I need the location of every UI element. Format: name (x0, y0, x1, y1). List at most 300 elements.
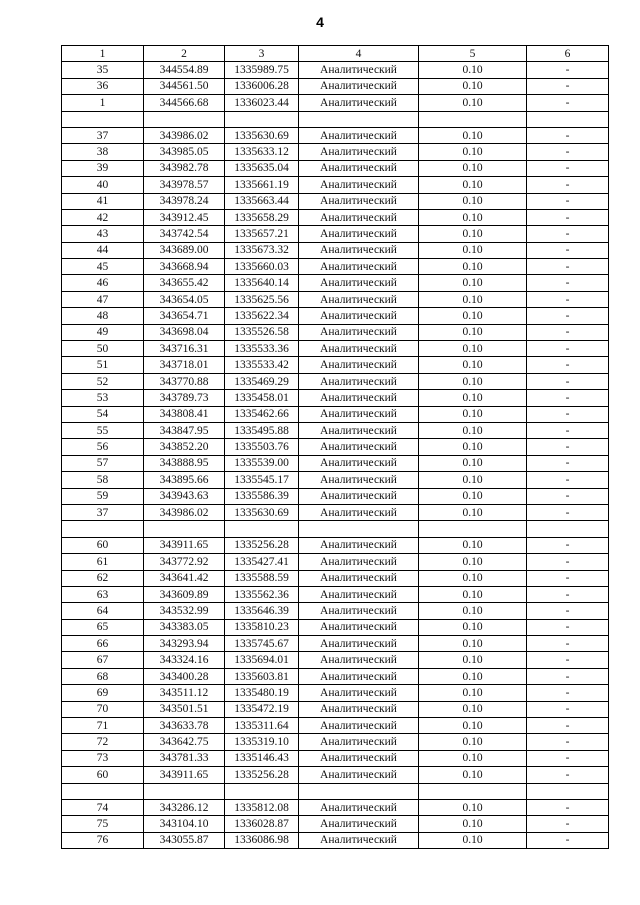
cell-coord-y: 1335462.66 (225, 406, 299, 422)
cell-note: - (527, 799, 609, 815)
cell-note: - (527, 718, 609, 734)
cell-accuracy: 0.10 (419, 308, 527, 324)
cell-note: - (527, 259, 609, 275)
cell-note: - (527, 586, 609, 602)
cell-coord-x: 344561.50 (144, 78, 225, 94)
cell-point-number: 52 (62, 373, 144, 389)
cell-coord-y: 1335256.28 (225, 767, 299, 783)
cell-coord-x: 343911.65 (144, 537, 225, 553)
cell-coord-y: 1335694.01 (225, 652, 299, 668)
cell-coord-x: 343286.12 (144, 799, 225, 815)
table-row (62, 177, 609, 193)
cell-coord-y: 1335630.69 (225, 504, 299, 520)
table-row (62, 652, 609, 668)
cell-coord-x: 343698.04 (144, 324, 225, 340)
cell-coord-y: 1335635.04 (225, 160, 299, 176)
cell-point-number: 42 (62, 209, 144, 225)
cell-coord-y: 1335989.75 (225, 62, 299, 78)
table-row (62, 718, 609, 734)
cell-point-number: 67 (62, 652, 144, 668)
cell-coord-x: 343718.01 (144, 357, 225, 373)
cell-coord-x: 343654.05 (144, 291, 225, 307)
cell-method: Аналитический (299, 226, 419, 242)
cell-point-number: 70 (62, 701, 144, 717)
cell-point-number: 47 (62, 291, 144, 307)
table-row (62, 291, 609, 307)
cell-point-number: 68 (62, 668, 144, 684)
cell-coord-y: 1335622.34 (225, 308, 299, 324)
table-row (62, 586, 609, 602)
cell-point-number: 60 (62, 537, 144, 553)
cell-coord-y: 1336006.28 (225, 78, 299, 94)
cell-accuracy: 0.10 (419, 734, 527, 750)
table-row (62, 619, 609, 635)
table-row (62, 259, 609, 275)
table-body (62, 62, 609, 849)
cell-point-number: 44 (62, 242, 144, 258)
table-row (62, 832, 609, 848)
cell-coord-x: 343985.05 (144, 144, 225, 160)
cell-point-number: 1 (62, 95, 144, 111)
cell-coord-y: 1335657.21 (225, 226, 299, 242)
cell-coord-x: 343689.00 (144, 242, 225, 258)
cell-coord-x (144, 783, 225, 799)
cell-coord-y: 1336028.87 (225, 816, 299, 832)
cell-coord-y: 1336023.44 (225, 95, 299, 111)
cell-accuracy: 0.10 (419, 95, 527, 111)
cell-coord-x: 343609.89 (144, 586, 225, 602)
table-row (62, 570, 609, 586)
table-row (62, 439, 609, 455)
cell-point-number: 54 (62, 406, 144, 422)
cell-method: Аналитический (299, 636, 419, 652)
cell-coord-y: 1335526.58 (225, 324, 299, 340)
cell-note: - (527, 406, 609, 422)
cell-coord-y: 1335661.19 (225, 177, 299, 193)
cell-coord-y: 1335495.88 (225, 422, 299, 438)
cell-point-number: 60 (62, 767, 144, 783)
cell-method: Аналитический (299, 504, 419, 520)
cell-point-number: 76 (62, 832, 144, 848)
cell-note: - (527, 275, 609, 291)
cell-coord-y: 1335810.23 (225, 619, 299, 635)
table-row (62, 668, 609, 684)
cell-accuracy: 0.10 (419, 160, 527, 176)
cell-accuracy: 0.10 (419, 832, 527, 848)
cell-coord-y: 1335603.81 (225, 668, 299, 684)
cell-method: Аналитический (299, 160, 419, 176)
table-row (62, 78, 609, 94)
cell-note (527, 521, 609, 537)
cell-accuracy: 0.10 (419, 291, 527, 307)
cell-note: - (527, 734, 609, 750)
cell-note: - (527, 177, 609, 193)
cell-coord-x: 343982.78 (144, 160, 225, 176)
cell-note: - (527, 226, 609, 242)
cell-note: - (527, 373, 609, 389)
header-row (62, 46, 609, 62)
cell-method: Аналитический (299, 439, 419, 455)
cell-accuracy: 0.10 (419, 259, 527, 275)
cell-method: Аналитический (299, 406, 419, 422)
cell-note: - (527, 816, 609, 832)
separator-row (62, 521, 609, 537)
cell-note: - (527, 95, 609, 111)
cell-coord-x: 343055.87 (144, 832, 225, 848)
cell-coord-y (225, 783, 299, 799)
cell-coord-x: 343986.02 (144, 127, 225, 143)
cell-note: - (527, 357, 609, 373)
cell-coord-y: 1335319.10 (225, 734, 299, 750)
cell-accuracy: 0.10 (419, 422, 527, 438)
separator-row (62, 111, 609, 127)
cell-accuracy: 0.10 (419, 799, 527, 815)
cell-note: - (527, 144, 609, 160)
table-row (62, 324, 609, 340)
cell-accuracy: 0.10 (419, 652, 527, 668)
cell-accuracy: 0.10 (419, 619, 527, 635)
cell-method: Аналитический (299, 734, 419, 750)
cell-note: - (527, 685, 609, 701)
cell-accuracy: 0.10 (419, 455, 527, 471)
table-row (62, 504, 609, 520)
cell-coord-x: 343293.94 (144, 636, 225, 652)
cell-coord-y: 1335458.01 (225, 390, 299, 406)
table-row (62, 341, 609, 357)
cell-coord-x: 343324.16 (144, 652, 225, 668)
cell-coord-x: 343770.88 (144, 373, 225, 389)
cell-coord-y: 1335256.28 (225, 537, 299, 553)
cell-coord-x: 343911.65 (144, 767, 225, 783)
cell-method: Аналитический (299, 324, 419, 340)
cell-method: Аналитический (299, 275, 419, 291)
cell-accuracy: 0.10 (419, 718, 527, 734)
cell-method: Аналитический (299, 291, 419, 307)
cell-point-number: 35 (62, 62, 144, 78)
cell-coord-x: 343943.63 (144, 488, 225, 504)
cell-method: Аналитический (299, 193, 419, 209)
cell-coord-x: 343789.73 (144, 390, 225, 406)
cell-note (527, 783, 609, 799)
cell-method (299, 783, 419, 799)
cell-coord-y: 1335640.14 (225, 275, 299, 291)
cell-method: Аналитический (299, 144, 419, 160)
cell-accuracy: 0.10 (419, 177, 527, 193)
cell-note: - (527, 160, 609, 176)
cell-coord-x: 343912.45 (144, 209, 225, 225)
cell-point-number: 59 (62, 488, 144, 504)
cell-note: - (527, 422, 609, 438)
cell-method: Аналитический (299, 652, 419, 668)
cell-point-number: 53 (62, 390, 144, 406)
cell-method: Аналитический (299, 308, 419, 324)
table-row (62, 62, 609, 78)
table-row (62, 603, 609, 619)
cell-note: - (527, 832, 609, 848)
cell-note: - (527, 619, 609, 635)
cell-point-number: 74 (62, 799, 144, 815)
cell-note: - (527, 308, 609, 324)
cell-method: Аналитический (299, 373, 419, 389)
cell-note: - (527, 472, 609, 488)
cell-coord-x: 343501.51 (144, 701, 225, 717)
cell-point-number: 40 (62, 177, 144, 193)
cell-method: Аналитический (299, 701, 419, 717)
cell-accuracy: 0.10 (419, 324, 527, 340)
cell-coord-y: 1335533.42 (225, 357, 299, 373)
cell-method: Аналитический (299, 603, 419, 619)
table-row (62, 95, 609, 111)
cell-coord-y: 1335625.56 (225, 291, 299, 307)
cell-coord-x: 343511.12 (144, 685, 225, 701)
cell-accuracy: 0.10 (419, 275, 527, 291)
cell-point-number: 62 (62, 570, 144, 586)
table-row (62, 488, 609, 504)
cell-accuracy: 0.10 (419, 750, 527, 766)
cell-note: - (527, 455, 609, 471)
cell-accuracy: 0.10 (419, 373, 527, 389)
cell-point-number (62, 783, 144, 799)
cell-point-number (62, 521, 144, 537)
cell-point-number: 41 (62, 193, 144, 209)
cell-coord-y: 1335633.12 (225, 144, 299, 160)
cell-accuracy: 0.10 (419, 636, 527, 652)
cell-note: - (527, 750, 609, 766)
cell-point-number: 37 (62, 504, 144, 520)
cell-point-number: 46 (62, 275, 144, 291)
cell-point-number: 36 (62, 78, 144, 94)
cell-coord-y: 1335480.19 (225, 685, 299, 701)
table-row (62, 193, 609, 209)
cell-accuracy: 0.10 (419, 209, 527, 225)
cell-point-number: 50 (62, 341, 144, 357)
cell-method: Аналитический (299, 177, 419, 193)
cell-method: Аналитический (299, 62, 419, 78)
cell-method: Аналитический (299, 242, 419, 258)
cell-accuracy (419, 111, 527, 127)
cell-accuracy: 0.10 (419, 570, 527, 586)
cell-accuracy: 0.10 (419, 127, 527, 143)
cell-coord-x: 343532.99 (144, 603, 225, 619)
cell-note: - (527, 767, 609, 783)
cell-note: - (527, 242, 609, 258)
cell-method: Аналитический (299, 472, 419, 488)
cell-method: Аналитический (299, 816, 419, 832)
cell-point-number: 65 (62, 619, 144, 635)
cell-note: - (527, 668, 609, 684)
cell-coord-y: 1335539.00 (225, 455, 299, 471)
cell-method: Аналитический (299, 455, 419, 471)
table-row (62, 816, 609, 832)
cell-note: - (527, 341, 609, 357)
cell-coord-y: 1335472.19 (225, 701, 299, 717)
cell-point-number: 72 (62, 734, 144, 750)
cell-method: Аналитический (299, 685, 419, 701)
cell-method: Аналитический (299, 341, 419, 357)
cell-coord-x: 343895.66 (144, 472, 225, 488)
table-row (62, 636, 609, 652)
table-row (62, 308, 609, 324)
cell-coord-x: 344554.89 (144, 62, 225, 78)
cell-point-number: 64 (62, 603, 144, 619)
cell-note: - (527, 209, 609, 225)
cell-method: Аналитический (299, 570, 419, 586)
cell-note: - (527, 701, 609, 717)
cell-note: - (527, 324, 609, 340)
cell-coord-x: 343772.92 (144, 554, 225, 570)
cell-point-number: 71 (62, 718, 144, 734)
table-row (62, 242, 609, 258)
cell-coord-x: 343742.54 (144, 226, 225, 242)
cell-point-number: 43 (62, 226, 144, 242)
cell-note (527, 111, 609, 127)
cell-accuracy: 0.10 (419, 488, 527, 504)
table-row (62, 209, 609, 225)
table-row (62, 701, 609, 717)
cell-point-number: 73 (62, 750, 144, 766)
table-row (62, 472, 609, 488)
table-row (62, 685, 609, 701)
table-header (62, 46, 609, 62)
cell-point-number: 66 (62, 636, 144, 652)
cell-method: Аналитический (299, 668, 419, 684)
cell-coord-x: 343400.28 (144, 668, 225, 684)
cell-note: - (527, 291, 609, 307)
cell-coord-y: 1335427.41 (225, 554, 299, 570)
cell-method: Аналитический (299, 554, 419, 570)
header-col-3: 3 (225, 46, 299, 62)
cell-note: - (527, 127, 609, 143)
cell-coord-y: 1335660.03 (225, 259, 299, 275)
cell-coord-y: 1335663.44 (225, 193, 299, 209)
cell-note: - (527, 570, 609, 586)
cell-method: Аналитический (299, 422, 419, 438)
cell-method (299, 521, 419, 537)
separator-row (62, 783, 609, 799)
table-row (62, 734, 609, 750)
cell-coord-x: 343642.75 (144, 734, 225, 750)
table-row (62, 357, 609, 373)
table-row (62, 750, 609, 766)
cell-method: Аналитический (299, 750, 419, 766)
cell-accuracy: 0.10 (419, 78, 527, 94)
header-col-5: 5 (419, 46, 527, 62)
cell-point-number: 56 (62, 439, 144, 455)
cell-method: Аналитический (299, 95, 419, 111)
cell-coord-x: 343716.31 (144, 341, 225, 357)
cell-note: - (527, 78, 609, 94)
cell-accuracy: 0.10 (419, 144, 527, 160)
table-row (62, 144, 609, 160)
cell-coord-y: 1335533.36 (225, 341, 299, 357)
cell-accuracy: 0.10 (419, 472, 527, 488)
cell-point-number: 75 (62, 816, 144, 832)
header-col-1: 1 (62, 46, 144, 62)
table-row (62, 554, 609, 570)
cell-coord-x: 343852.20 (144, 439, 225, 455)
cell-method: Аналитический (299, 357, 419, 373)
cell-note: - (527, 537, 609, 553)
cell-coord-x: 343654.71 (144, 308, 225, 324)
cell-accuracy: 0.10 (419, 767, 527, 783)
cell-point-number: 49 (62, 324, 144, 340)
cell-method: Аналитический (299, 767, 419, 783)
table-row (62, 127, 609, 143)
cell-coord-x: 343668.94 (144, 259, 225, 275)
cell-note: - (527, 193, 609, 209)
cell-coord-y: 1335562.36 (225, 586, 299, 602)
cell-point-number: 39 (62, 160, 144, 176)
cell-note: - (527, 652, 609, 668)
cell-coord-x: 343978.57 (144, 177, 225, 193)
table-row (62, 455, 609, 471)
cell-method: Аналитический (299, 619, 419, 635)
cell-accuracy (419, 783, 527, 799)
table-row (62, 390, 609, 406)
cell-point-number: 45 (62, 259, 144, 275)
cell-coord-x: 343655.42 (144, 275, 225, 291)
cell-coord-y: 1335588.59 (225, 570, 299, 586)
cell-coord-x (144, 521, 225, 537)
cell-coord-x: 343986.02 (144, 504, 225, 520)
cell-accuracy (419, 521, 527, 537)
cell-accuracy: 0.10 (419, 554, 527, 570)
cell-point-number (62, 111, 144, 127)
table-row (62, 226, 609, 242)
cell-point-number: 37 (62, 127, 144, 143)
table-row (62, 373, 609, 389)
cell-accuracy: 0.10 (419, 586, 527, 602)
cell-coord-x: 343781.33 (144, 750, 225, 766)
cell-note: - (527, 554, 609, 570)
cell-point-number: 48 (62, 308, 144, 324)
cell-note: - (527, 390, 609, 406)
cell-coord-y: 1335673.32 (225, 242, 299, 258)
cell-method: Аналитический (299, 586, 419, 602)
header-col-2: 2 (144, 46, 225, 62)
cell-method: Аналитический (299, 718, 419, 734)
cell-method: Аналитический (299, 537, 419, 553)
cell-accuracy: 0.10 (419, 816, 527, 832)
table-row (62, 537, 609, 553)
cell-coord-x (144, 111, 225, 127)
cell-accuracy: 0.10 (419, 701, 527, 717)
cell-note: - (527, 636, 609, 652)
cell-point-number: 63 (62, 586, 144, 602)
cell-point-number: 38 (62, 144, 144, 160)
cell-accuracy: 0.10 (419, 193, 527, 209)
table-row (62, 160, 609, 176)
cell-coord-y: 1335545.17 (225, 472, 299, 488)
cell-coord-y: 1335503.76 (225, 439, 299, 455)
cell-accuracy: 0.10 (419, 537, 527, 553)
cell-note: - (527, 603, 609, 619)
header-col-6: 6 (527, 46, 609, 62)
cell-accuracy: 0.10 (419, 242, 527, 258)
cell-method: Аналитический (299, 832, 419, 848)
cell-point-number: 55 (62, 422, 144, 438)
cell-coord-x: 343383.05 (144, 619, 225, 635)
cell-method: Аналитический (299, 78, 419, 94)
cell-note: - (527, 62, 609, 78)
cell-point-number: 58 (62, 472, 144, 488)
cell-accuracy: 0.10 (419, 357, 527, 373)
cell-accuracy: 0.10 (419, 504, 527, 520)
cell-method: Аналитический (299, 127, 419, 143)
table-row (62, 767, 609, 783)
cell-coord-y: 1335630.69 (225, 127, 299, 143)
cell-coord-x: 343104.10 (144, 816, 225, 832)
